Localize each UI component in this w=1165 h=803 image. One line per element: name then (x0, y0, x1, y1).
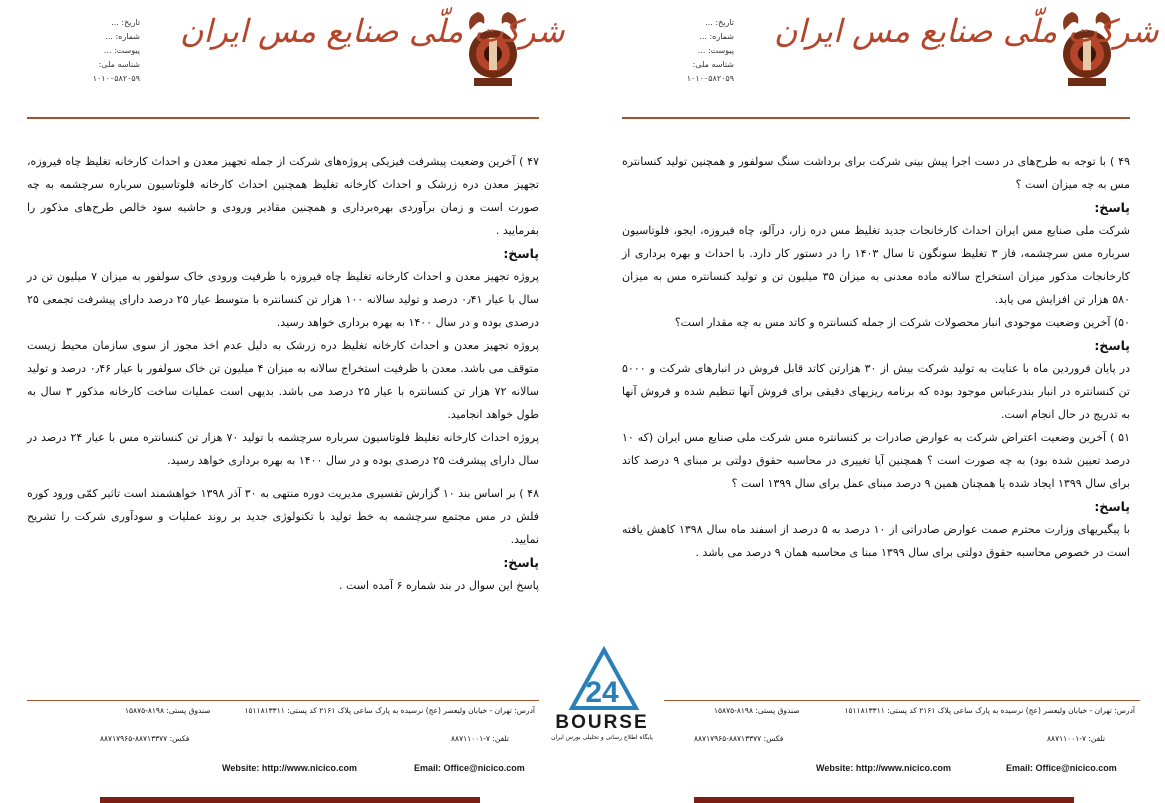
national-id: شناسه ملی: ۱۰۱۰۰۵۸۲۰۵۹ (92, 60, 140, 83)
answer-47-part-1: پروژه تجهیز معدن و احداث کارخانه تغلیظ چاه فیروزه با ظرفیت ورودی خاک سولفور به میزان ۷ میلیون تن در سال با عیار ۰٫۴۱ درصد و تولید سالانه ۱۰۰ هزار تن کنسانتره با متوسط عیار ۲۵ درصد دارای پیشرفت تجمعی ۲۵ درصدی بوده و در سال ۱۴۰۰ به بهره برداری خواهد رسید. (27, 270, 540, 329)
answer-50: در پایان فروردین ماه با عنایت به تولید شرکت بیش از ۳۰ هزارتن کاتد قابل فروش در انبارهای شرکت و ۵۰۰۰ تن کنسانتره در انبار بندرعباس موجود بوده که برنامه ریزیهای دقیقی برای فروش آنها تنظیم شده و فروش آنها به تدریج در حال انجام است. (622, 362, 1130, 421)
answer-51: با پیگیریهای وزارت محترم صمت عوارض صادراتی از ۱۰ درصد به ۵ درصد از اسفند ماه سال ۱۳۹۸ کاهش یافته است در خصوص محاسبه حقوق دولتی برای سال ۱۳۹۹ مبنا ی محاسبه همان ۹ درصد می باشد . (622, 523, 1130, 559)
company-name: شرکت ملّی صنایع مس ایران (774, 12, 1159, 50)
bourse-tagline: پایگاه اطلاع رسانی و تحلیلی بورس ایران (551, 734, 653, 741)
footer-bar (694, 797, 1074, 803)
attachment-label: پیوست: ... (103, 46, 140, 55)
answer-label: پاسخ: (1094, 499, 1130, 514)
bourse24-logo-icon (540, 628, 664, 746)
question-48: ۴۸ ) بر اساس بند ۱۰ گزارش تفسیری مدیریت دوره منتهی به ۳۰ آذر ۱۳۹۸ خواهشمند است تاثیر کمّی ورود کوره فلش در مس مجتمع سرچشمه به خط تولید با تکنولوژی جدید بر روند عملیات و سودآوری شرکت را تشریح نمایید. (27, 487, 539, 546)
footer-fax: فکس: ۸۸۷۱۳۳۷۷-۸۸۷۱۷۹۶۵ (694, 734, 784, 743)
footer-email: Email: Office@nicico.com (414, 763, 525, 773)
footer-address: آدرس: تهران - خیابان ولیعصر (عج) نرسیده به پارک ساعی پلاک ۲۱۶۱ کد پستی: ۱۵۱۱۸۱۳۳۱۱ (244, 706, 535, 715)
footer-fax: فکس: ۸۸۷۱۳۳۷۷-۸۸۷۱۷۹۶۵ (100, 734, 190, 743)
bourse-number: 24 (585, 676, 619, 709)
footer-po-box: صندوق پستی: ۸۱۹۸-۱۵۸۷۵ (125, 706, 211, 715)
footer-phone: تلفن: ۷-۸۸۷۱۱۰۰۱ (451, 734, 509, 743)
header-divider (27, 117, 539, 119)
question-50: ۵۰) آخرین وضعیت موجودی انبار محصولات شرکت از جمله کنسانتره و کاتد مس به چه مقدار است؟ (674, 316, 1130, 329)
bourse24-watermark (540, 628, 664, 746)
company-name: شرکت ملّی صنایع مس ایران (180, 12, 565, 50)
header-divider (622, 117, 1130, 119)
document-body (622, 150, 1130, 564)
letter-meta (60, 16, 140, 86)
answer-47-part-3: پروژه احداث کارخانه تغلیظ فلوتاسیون سرباره سرچشمه با تولید ۷۰ هزار تن کنسانتره مس با عیار ۲۴ درصد در سال دارای پیشرفت ۲۵ درصدی بوده و در سال ۱۴۰۰ به بهره برداری خواهد رسید. (27, 431, 540, 467)
bourse-brand: BOURSE (555, 712, 649, 733)
answer-47-part-2: پروژه تجهیز معدن و احداث کارخانه تغلیظ دره زرشک به دلیل عدم اخذ مجوز از سوی سازمان محیط زیست متوقف می باشد. معدن با ظرفیت استخراج سالانه به میزان ۴ میلیون تن خاک سولفور با عیار ۰٫۴۶ درصد و تولید سالانه ۷۲ هزار تن کنسانتره با عیار ۲۵ درصد می باشد. بدیهی است عملیات ساخت کارخانه مذکور ۳ سال به طول خواهد انجامید. (27, 339, 539, 421)
footer-po-box: صندوق پستی: ۸۱۹۸-۱۵۸۷۵ (714, 706, 800, 715)
footer-email: Email: Office@nicico.com (1006, 763, 1117, 773)
answer-48: پاسخ این سوال در بند شماره ۶ آمده است . (339, 579, 539, 592)
answer-label: پاسخ: (1094, 338, 1130, 353)
answer-label: پاسخ: (1094, 200, 1130, 215)
footer-divider (27, 700, 539, 701)
answer-label: پاسخ: (503, 246, 539, 261)
date-label: تاریخ: ... (705, 18, 734, 27)
number-label: شماره: ... (699, 32, 734, 41)
footer-bar (100, 797, 480, 803)
number-label: شماره: ... (105, 32, 140, 41)
document-page-left (0, 0, 565, 803)
question-49: ۴۹ ) با توجه به طرح‌های در دست اجرا پیش بینی شرکت برای برداشت سنگ سولفور و همچنین تولید کنسانتره مس به چه میزان است ؟ (622, 155, 1130, 191)
national-id: شناسه ملی: ۱۰۱۰۰۵۸۲۰۵۹ (686, 60, 734, 83)
date-label: تاریخ: ... (111, 18, 140, 27)
footer-divider (604, 700, 1140, 701)
question-47: ۴۷ ) آخرین وضعیت پیشرفت فیزیکی پروژه‌های شرکت از جمله تجهیز معدن و احداث کارخانه تغلیظ چاه فیروزه، تجهیز معدن دره زرشک و احداث کارخانه تغلیظ همچنین احداث کارخانه فلوتاسیون سرباره سرچشمه به چه صورت است و زمان برآوردی بهره‌برداری و همچنین مقادیر ورودی و حاشیه سود خالص طرح‌های مذکور را بفرمایید . (27, 155, 539, 237)
answer-label: پاسخ: (503, 555, 539, 570)
document-page-right (594, 0, 1165, 803)
footer-website: Website: http://www.nicico.com (816, 763, 952, 773)
question-51: ۵۱ ) آخرین وضعیت اعتراض شرکت به عوارض صادرات بر کنسانتره مس شرکت ملی صنایع مس ایران (که ۱۰ درصد تعیین شده بود) به چه صورت است ؟ همچنین آیا تغییری در محاسبه حقوق دولتی بر مبنای ۹ درصد کاتد برای سال ۱۳۹۹ ایجاد شده یا همچنان همین ۹ درصد مبنای عمل برای سال ۱۳۹۹ است ؟ (622, 431, 1130, 490)
answer-49: شرکت ملی صنایع مس ایران احداث کارخانجات جدید تغلیظ مس دره زار، درآلو، چاه فیروزه، ایجو، فلوتاسیون سرباره مس سرچشمه، فاز ۳ تغلیظ سونگون تا سال ۱۴۰۳ را در دستور کار دارد. با احداث و بهره برداری از کارخانجات مذکور میزان استخراج سالانه ماده معدنی به میزان ۳۵ میلیون تن و تولید کنسانتره مس به میزان ۵۸۰ هزار تن افزایش می یابد. (622, 224, 1130, 306)
attachment-label: پیوست: ... (697, 46, 734, 55)
footer-phone: تلفن: ۷-۸۸۷۱۱۰۰۱ (1047, 734, 1105, 743)
letter-meta (654, 16, 734, 86)
footer-address: آدرس: تهران - خیابان ولیعصر (عج) نرسیده به پارک ساعی پلاک ۲۱۶۱ کد پستی: ۱۵۱۱۸۱۳۳۱۱ (844, 706, 1135, 715)
document-body (27, 150, 539, 597)
footer-website: Website: http://www.nicico.com (222, 763, 358, 773)
